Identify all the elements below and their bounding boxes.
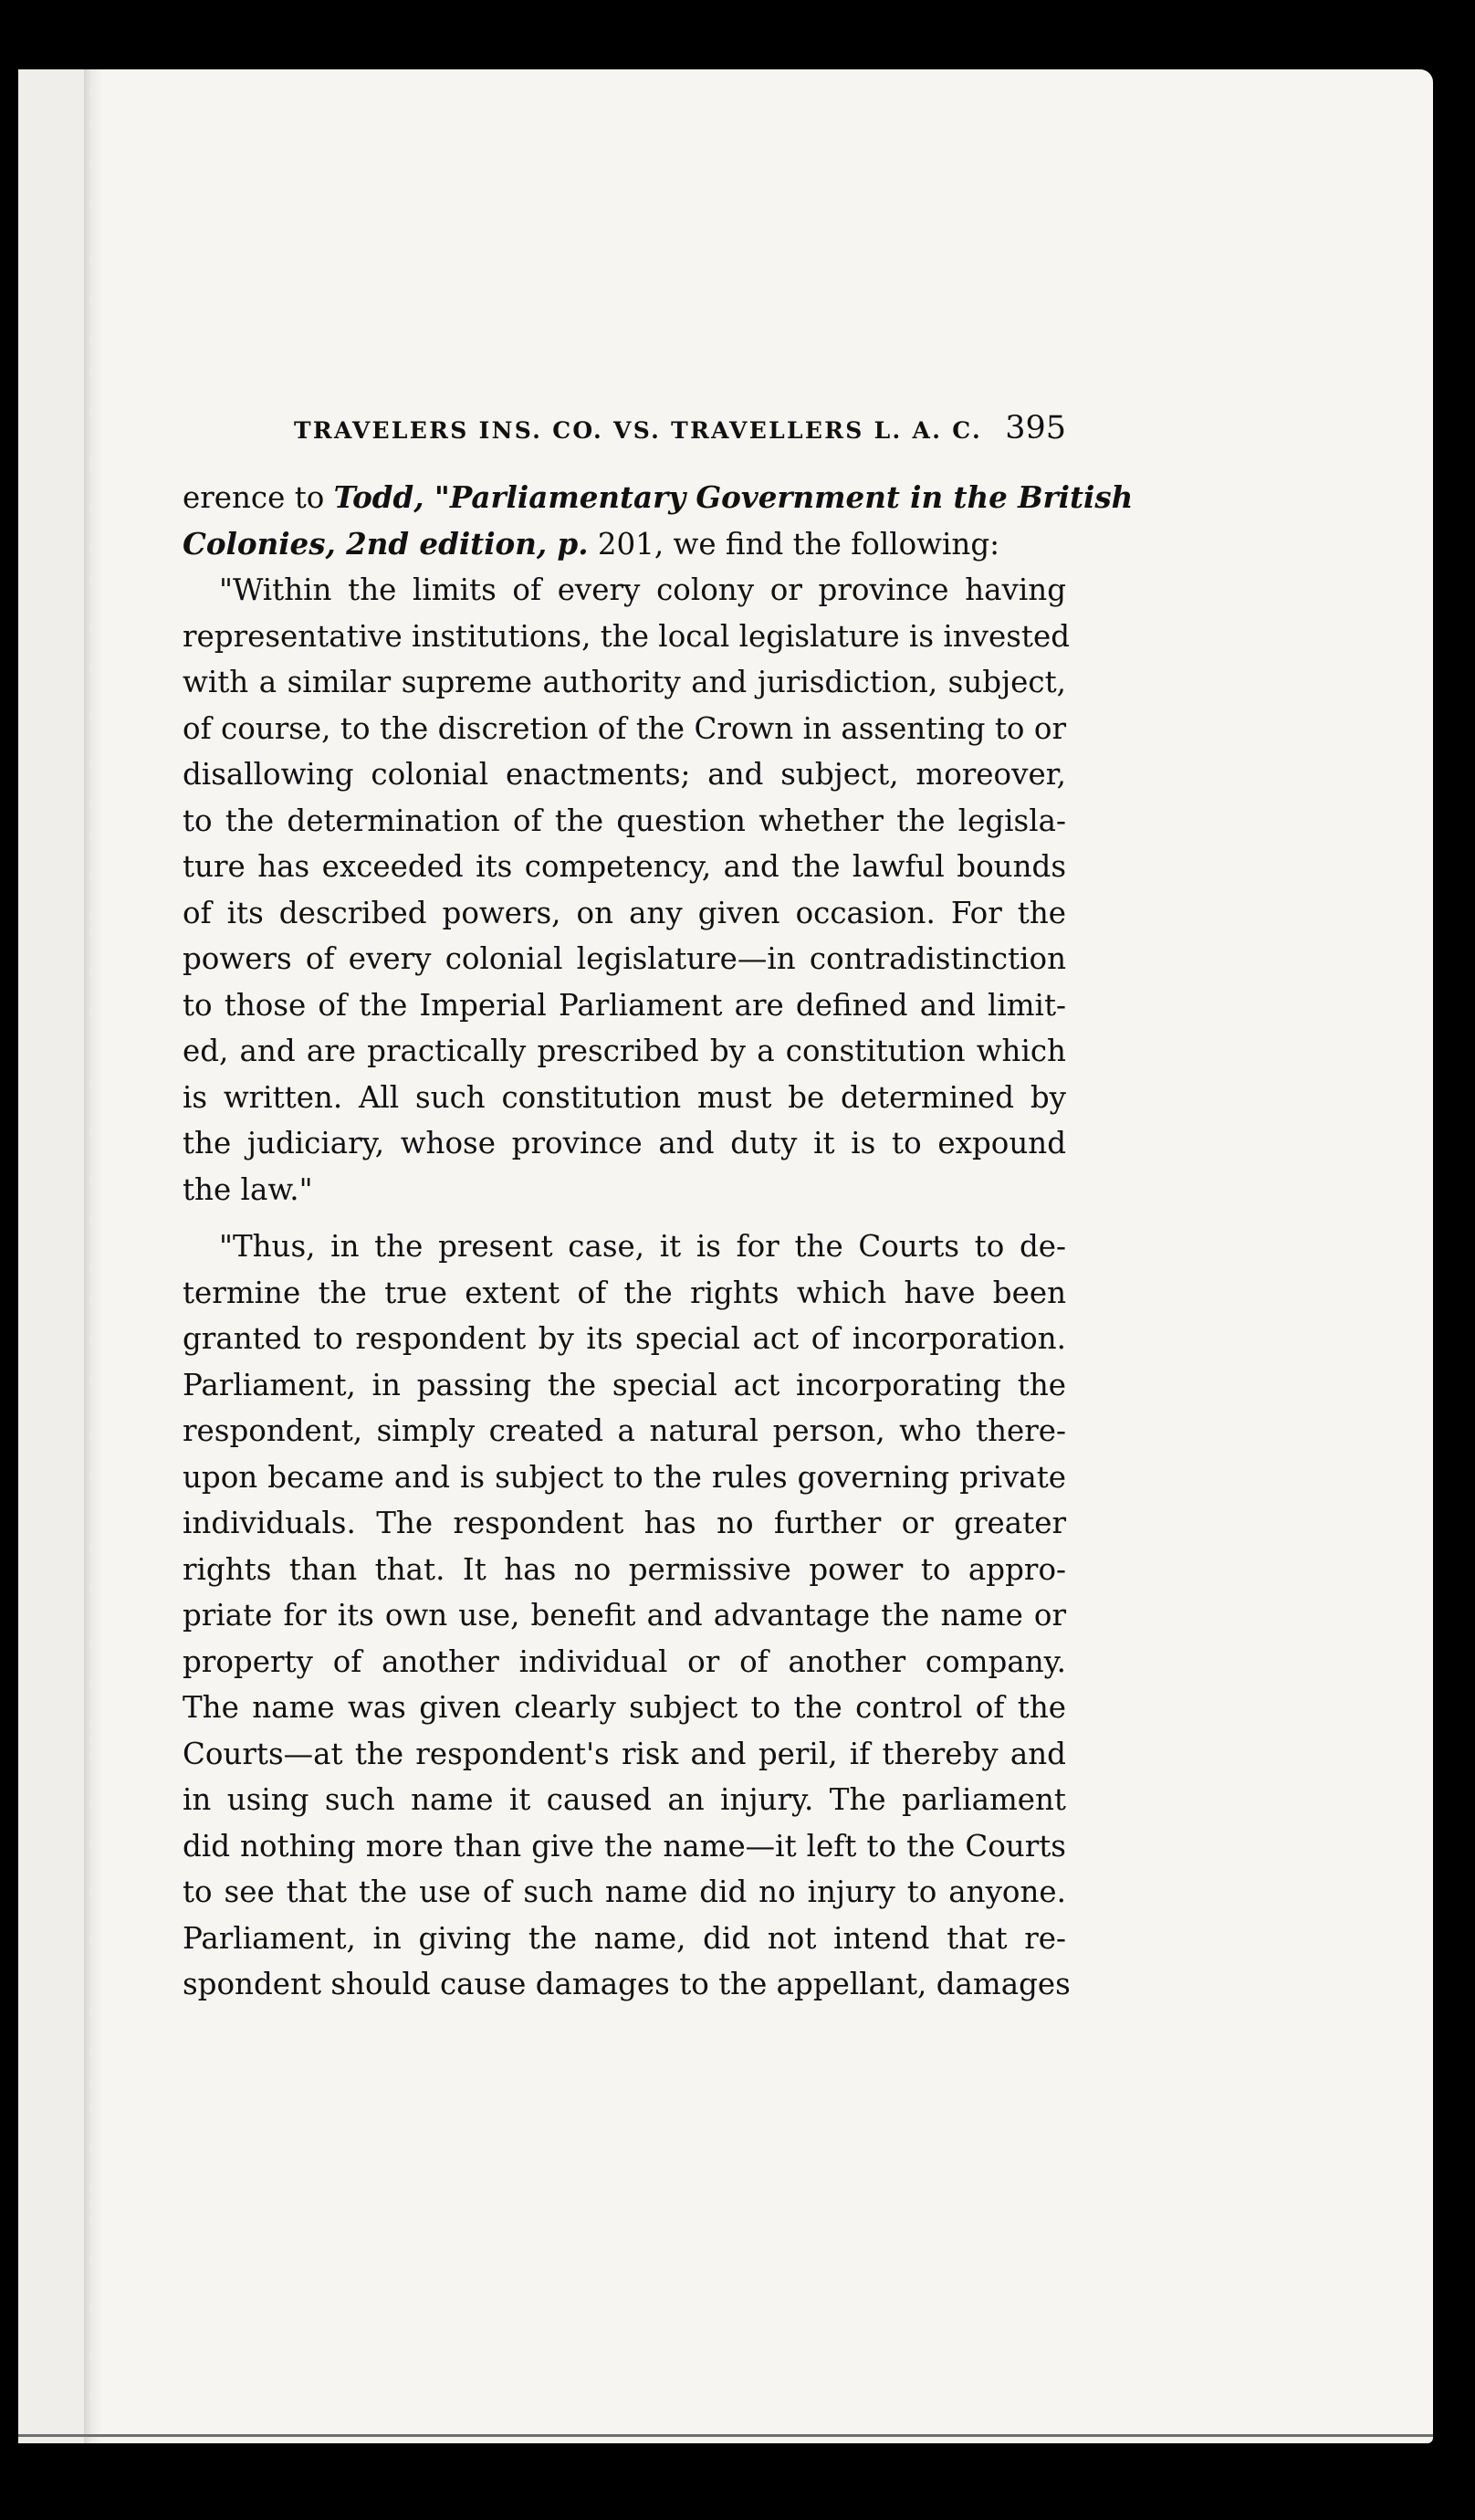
text-line: of its described powers, on any given occasion. For the bbox=[183, 895, 1066, 930]
text-run: erence to bbox=[183, 480, 334, 515]
text-line: of course, to the discretion of the Crown in assenting to or bbox=[183, 710, 1066, 746]
text-line: "Within the limits of every colony or province having bbox=[219, 572, 1066, 607]
text-line: Parliament, in giving the name, did not intend that re- bbox=[183, 1920, 1066, 1956]
text-line: Parliament, in passing the special act incorporating the bbox=[183, 1367, 1066, 1402]
running-head bbox=[294, 410, 1066, 456]
page-gutter-shadow bbox=[84, 69, 102, 2443]
body-text bbox=[183, 475, 1134, 2008]
text-line: in using such name it caused an injury. The parliament bbox=[183, 1782, 1066, 1817]
page-bottom-edge bbox=[18, 2434, 1433, 2437]
text-line: the law." bbox=[183, 1171, 313, 1207]
text-line: representative institutions, the local legislature is invested bbox=[183, 618, 1071, 654]
text-line: to those of the Imperial Parliament are defined and limit- bbox=[183, 987, 1066, 1023]
text-line: the judiciary, whose province and duty it is to expound bbox=[183, 1126, 1066, 1160]
text-line: is written. All such constitution must be determined by bbox=[183, 1079, 1066, 1115]
text-line: powers of every colonial legislature—in contradistinction bbox=[183, 941, 1066, 976]
text-line bbox=[183, 475, 1134, 521]
text-line: rights than that. It has no permissive power to appro- bbox=[183, 1551, 1066, 1587]
opening-paragraph bbox=[183, 475, 1134, 567]
citation-italic: Todd, "Parliamentary Government in the British bbox=[333, 479, 1134, 515]
text-line: upon became and is subject to the rules governing private bbox=[183, 1459, 1066, 1495]
text-line: ture has exceeded its competency, and the lawful bounds bbox=[183, 849, 1066, 884]
text-line: Courts—at the respondent's risk and peril, if thereby and bbox=[183, 1736, 1066, 1771]
text-line: spondent should cause damages to the appellant, damages bbox=[183, 1967, 1071, 2001]
text-line: termine the true extent of the rights which have been bbox=[183, 1275, 1066, 1310]
text-line bbox=[183, 521, 1066, 568]
page-number: 395 bbox=[1005, 410, 1066, 446]
text-run: 201, we find the following: bbox=[588, 526, 1000, 562]
text-line: disallowing colonial enactments; and subject, moreover, bbox=[183, 757, 1066, 792]
block-quote bbox=[183, 567, 1071, 1213]
text-line: to the determination of the question whether the legisla- bbox=[183, 803, 1066, 838]
text-line: individuals. The respondent has no further or greater bbox=[183, 1506, 1066, 1540]
citation-italic: Colonies, 2nd edition, p. bbox=[183, 525, 589, 562]
argument-paragraph bbox=[183, 1223, 1071, 2008]
text-line: ed, and are practically prescribed by a constitution which bbox=[183, 1034, 1066, 1068]
facing-page-margin bbox=[18, 69, 84, 2443]
text-line: with a similar supreme authority and jurisdiction, subject, bbox=[183, 665, 1066, 699]
running-title: TRAVELERS INS. CO. VS. TRAVELLERS L. A. C. bbox=[294, 417, 982, 444]
text-line: granted to respondent by its special act of incorporation. bbox=[183, 1321, 1066, 1356]
text-line: to see that the use of such name did no injury to anyone. bbox=[183, 1874, 1066, 1909]
text-line: property of another individual or of another company. bbox=[183, 1643, 1066, 1679]
text-line: priate for its own use, benefit and advantage the name or bbox=[183, 1598, 1066, 1633]
text-line: The name was given clearly subject to the control of the bbox=[183, 1690, 1066, 1725]
text-line: did nothing more than give the name—it left to the Courts bbox=[183, 1828, 1066, 1864]
text-line: respondent, simply created a natural person, who there- bbox=[183, 1413, 1066, 1448]
text-line: "Thus, in the present case, it is for the Courts to de- bbox=[219, 1229, 1066, 1264]
paragraph-gap bbox=[183, 1213, 1066, 1223]
